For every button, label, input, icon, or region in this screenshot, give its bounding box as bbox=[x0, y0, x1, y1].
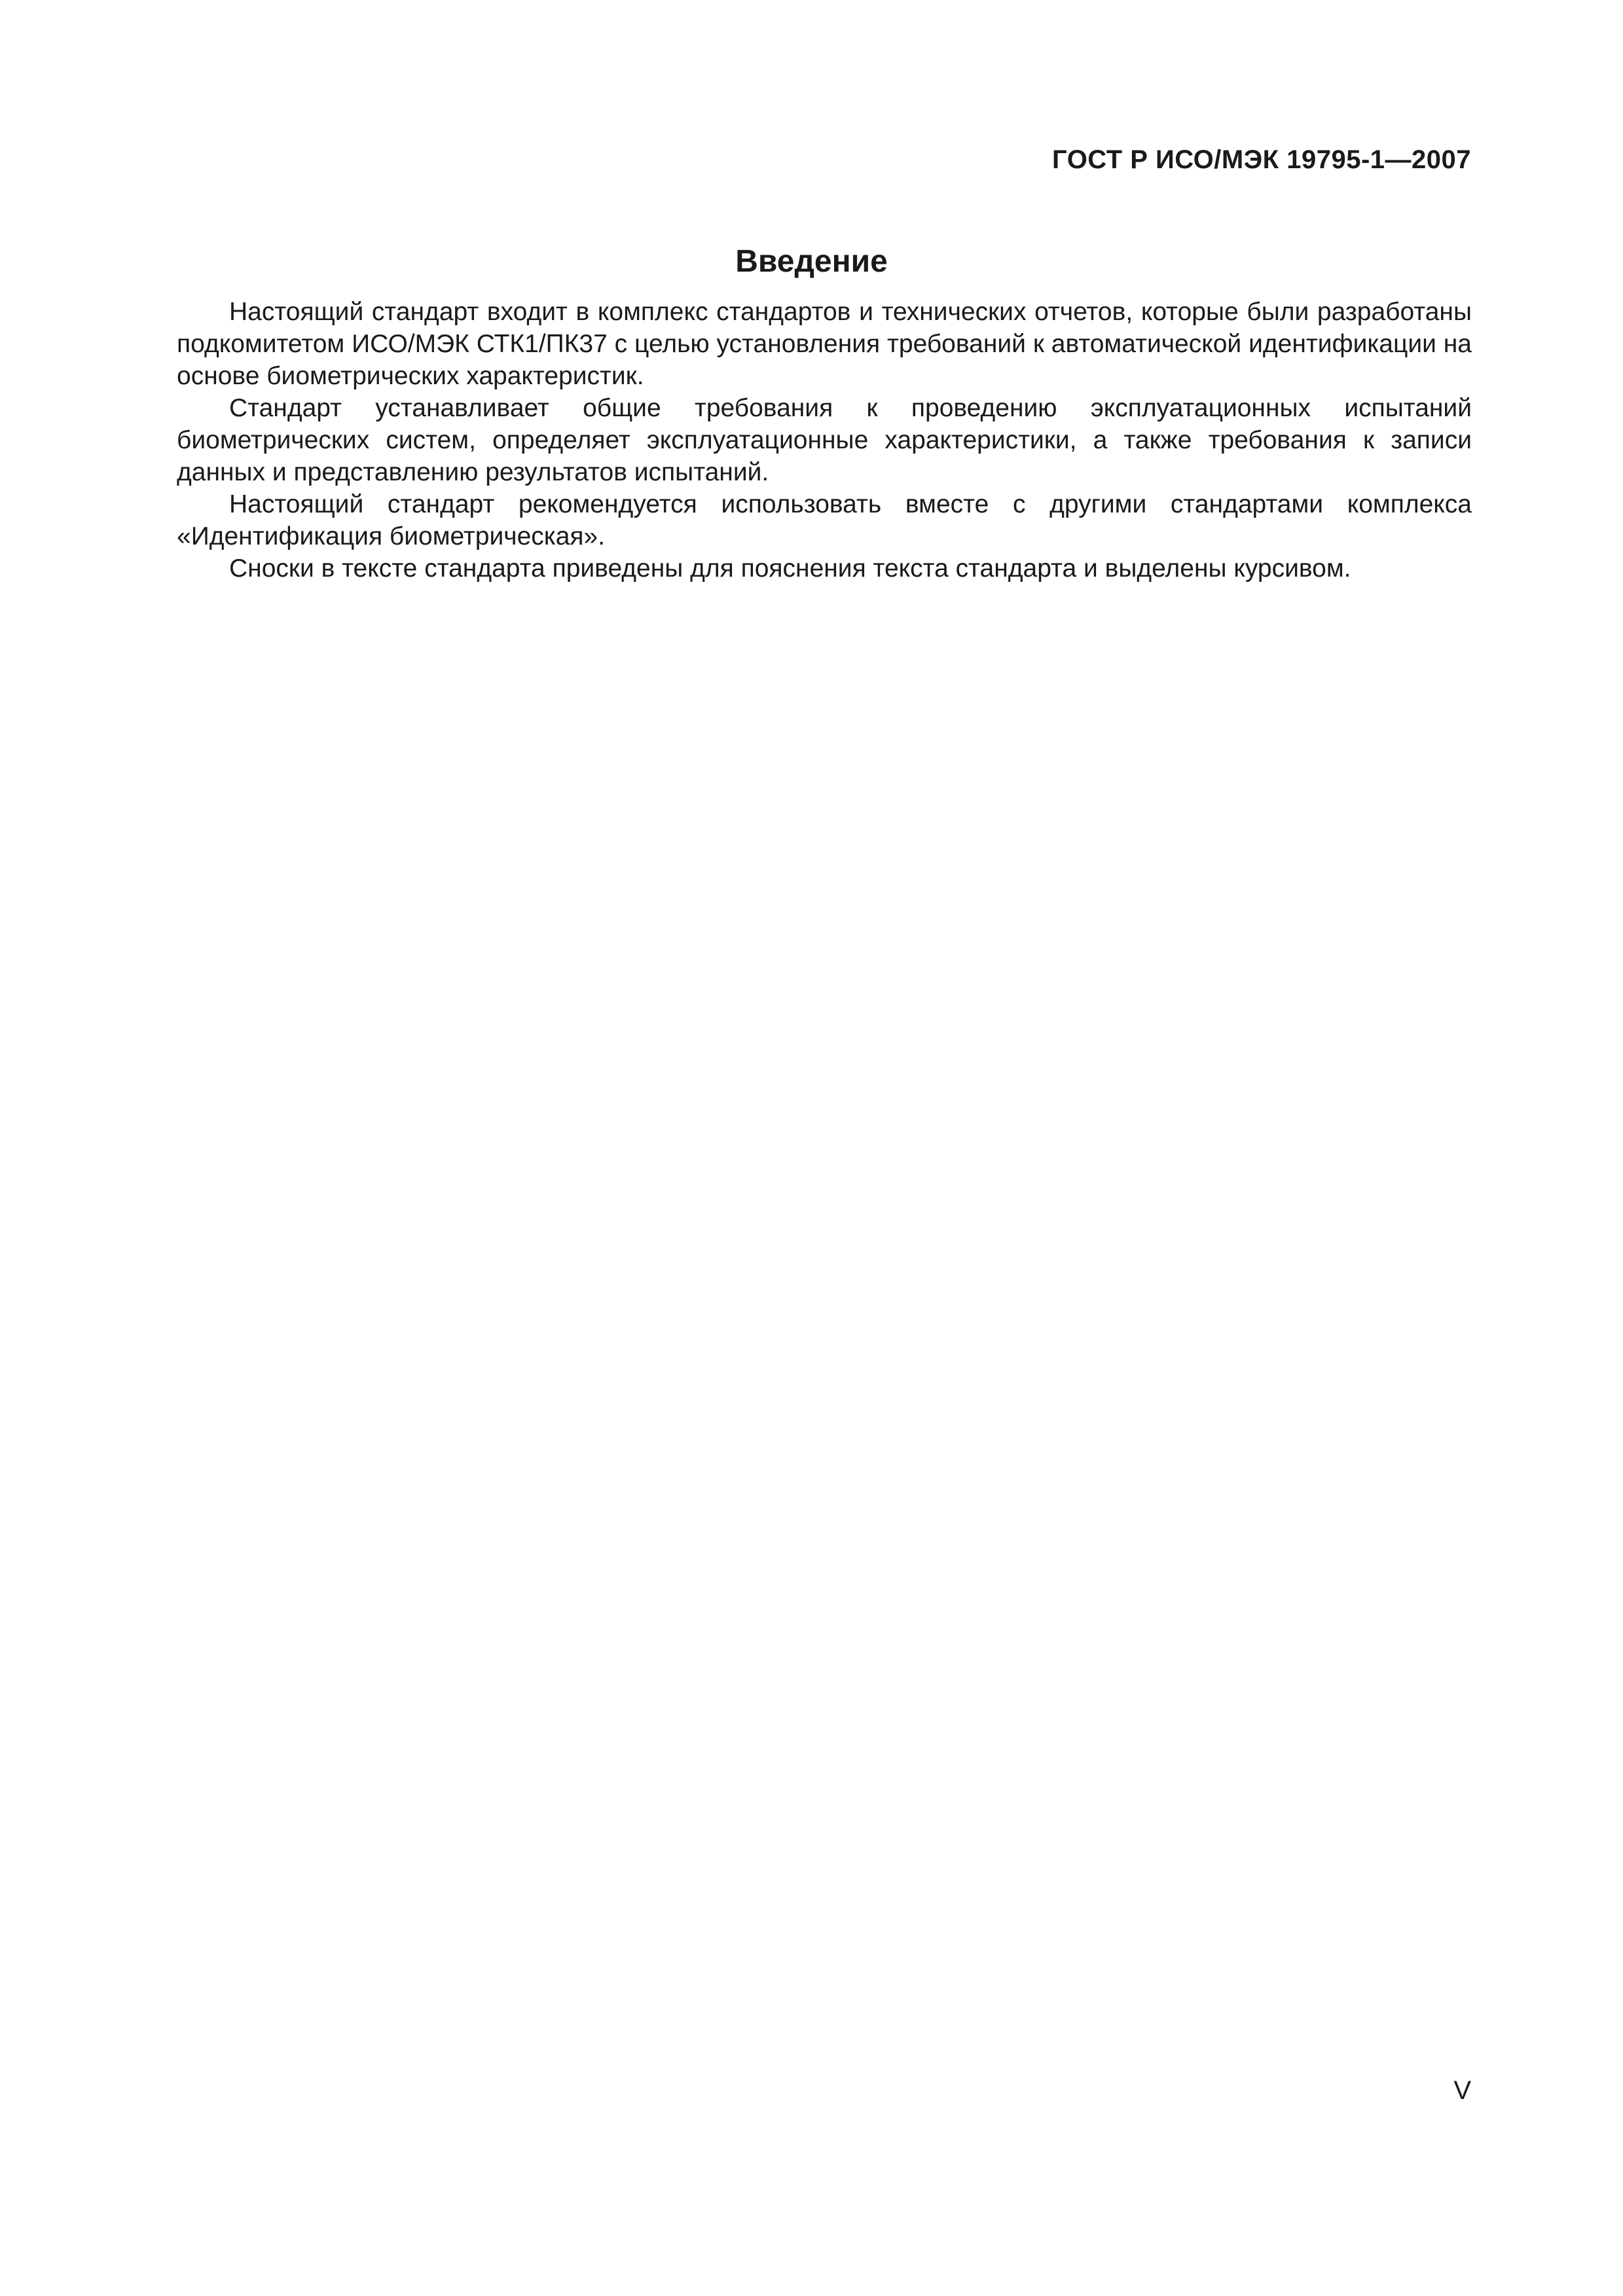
paragraph: Настоящий стандарт рекомендуется использовать вместе с другими стандартами комплекса «Идентификация биометрическая». bbox=[177, 490, 1472, 550]
page-number: V bbox=[1453, 2076, 1471, 2105]
paragraph: Стандарт устанавливает общие требования к проведению эксплуатационных испытаний биометрических систем, определяет эксплуатационные характеристики, а также требования к записи данных и представлению результатов испытаний. bbox=[177, 394, 1472, 486]
page-title: Введение bbox=[735, 244, 888, 279]
body-text bbox=[177, 296, 1472, 584]
paragraph: Сноски в тексте стандарта приведены для пояснения текста стандарта и выделены курсивом. bbox=[229, 554, 1351, 583]
paragraph: Настоящий стандарт входит в комплекс стандартов и технических отчетов, которые были разработаны подкомитетом ИСО/МЭК СТК1/ПК37 с целью установления требований к автоматической идентификации на основе биометрических характеристик. bbox=[177, 298, 1472, 390]
document-id-header: ГОСТ Р ИСО/МЭК 19795-1—2007 bbox=[1052, 145, 1471, 174]
